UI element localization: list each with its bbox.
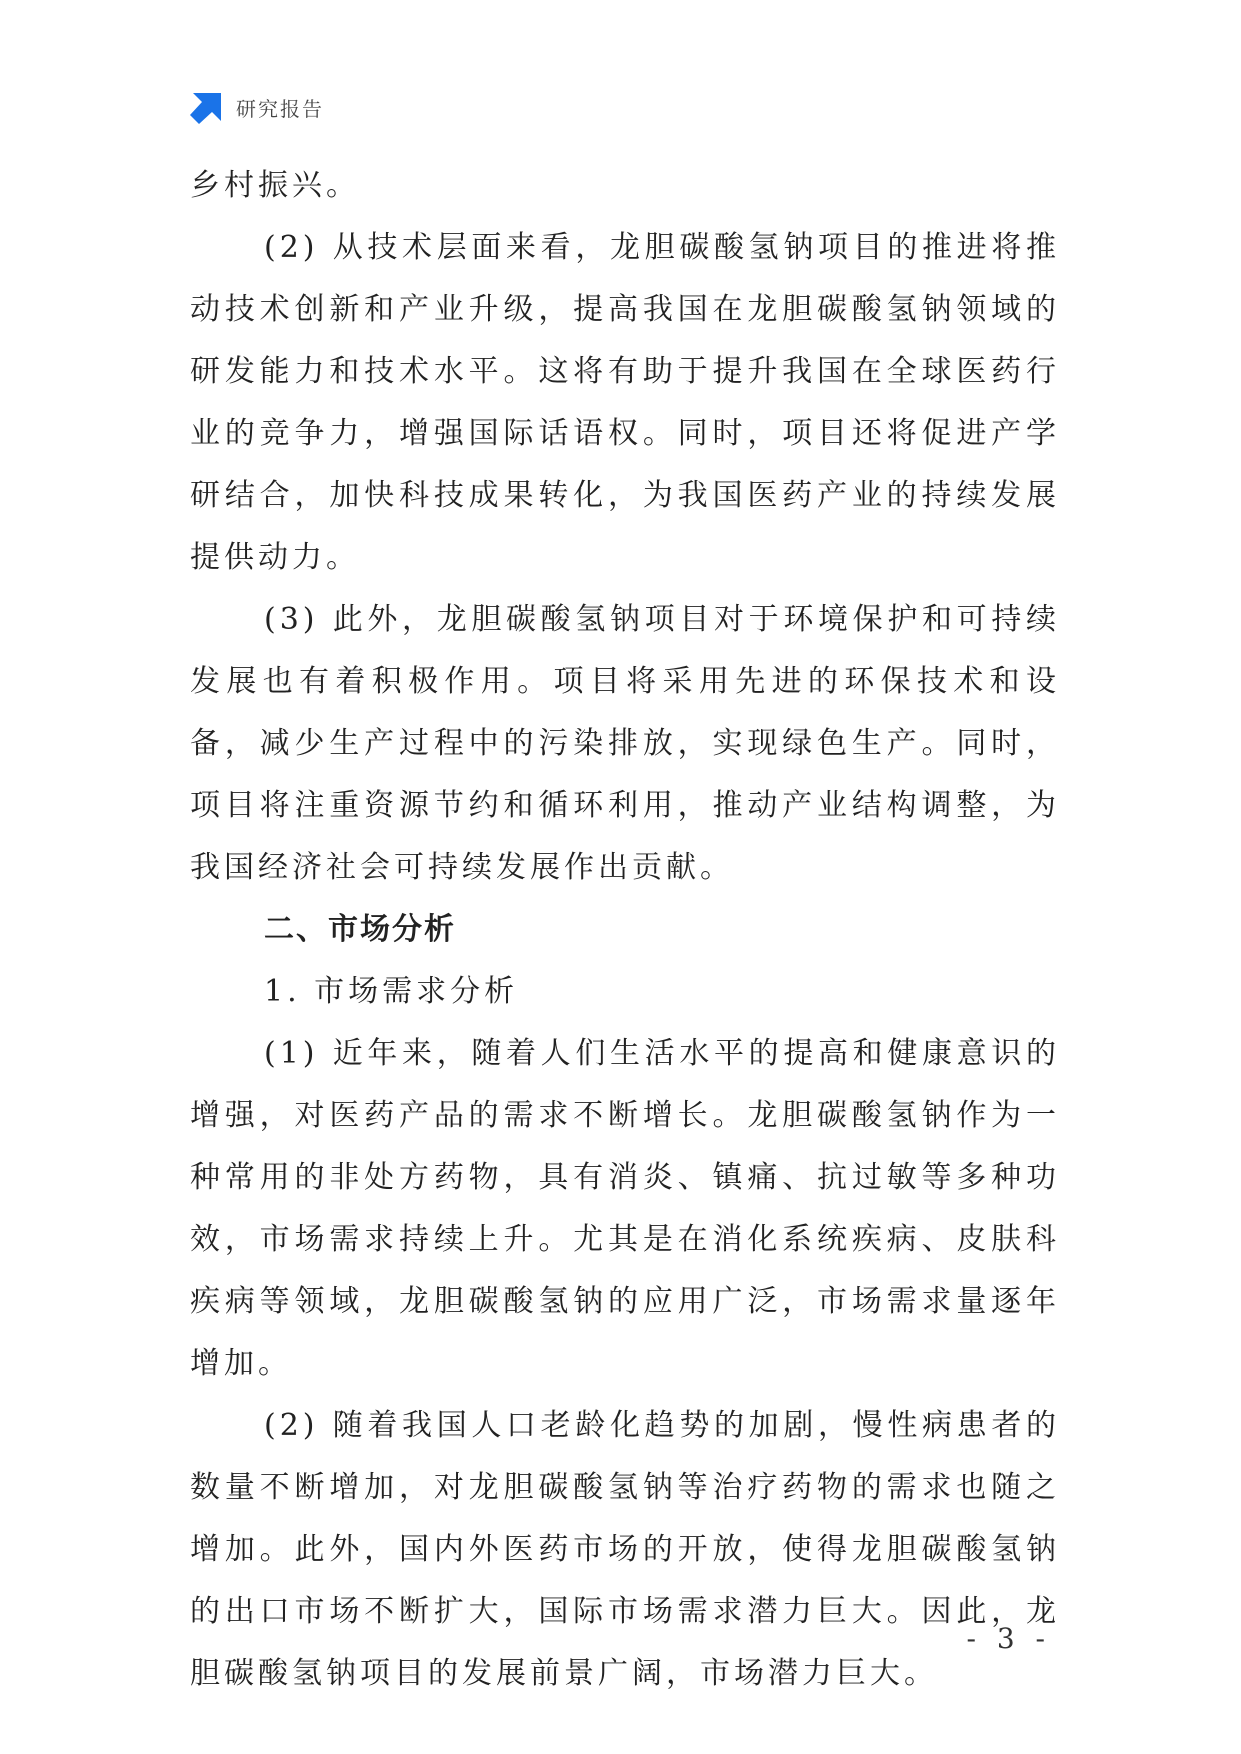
- paragraph-continuation: 乡村振兴。: [190, 168, 360, 203]
- subsection-heading-demand: 1. 市场需求分析: [264, 974, 519, 1009]
- paragraph-technology: (2) 从技术层面来看，龙胆碳酸氢钠项目的推进将推动技术创新和产业升级，提高我国在龙胆碳酸氢钠领域的研发能力和技术水平。这将有助于提升我国在全球医药行业的竞争力，增强国际话语权。同时，项目还将促进产学研结合，加快科技成果转化，为我国医药产业的持续发展提供动力。: [190, 230, 1060, 575]
- page-number: - 3 -: [966, 1622, 1051, 1655]
- paragraph-demand-2: (2) 随着我国人口老龄化趋势的加剧，慢性病患者的数量不断增加，对龙胆碳酸氢钠等治疗药物的需求也随之增加。此外，国内外医药市场的开放，使得龙胆碳酸氢钠的出口市场不断扩大，国际市场需求潜力巨大。因此，龙胆碳酸氢钠项目的发展前景广阔，市场潜力巨大。: [190, 1408, 1060, 1691]
- paragraph-environment: (3) 此外，龙胆碳酸氢钠项目对于环境保护和可持续发展也有着积极作用。项目将采用先进的环保技术和设备，减少生产过程中的污染排放，实现绿色生产。同时，项目将注重资源节约和循环利用，推动产业结构调整，为我国经济社会可持续发展作出贡献。: [190, 602, 1060, 885]
- paragraph-demand-1: (1) 近年来，随着人们生活水平的提高和健康意识的增强，对医药产品的需求不断增长。龙胆碳酸氢钠作为一种常用的非处方药物，具有消炎、镇痛、抗过敏等多种功效，市场需求持续上升。尤其是在消化系统疾病、皮肤科疾病等领域，龙胆碳酸氢钠的应用广泛，市场需求量逐年增加。: [190, 1036, 1060, 1381]
- header-title: 研究报告: [236, 96, 324, 121]
- section-heading-market-analysis: 二、市场分析: [264, 912, 456, 947]
- page-header: [190, 90, 324, 124]
- arrow-logo-icon: [190, 90, 224, 124]
- document-body: [190, 155, 1060, 1705]
